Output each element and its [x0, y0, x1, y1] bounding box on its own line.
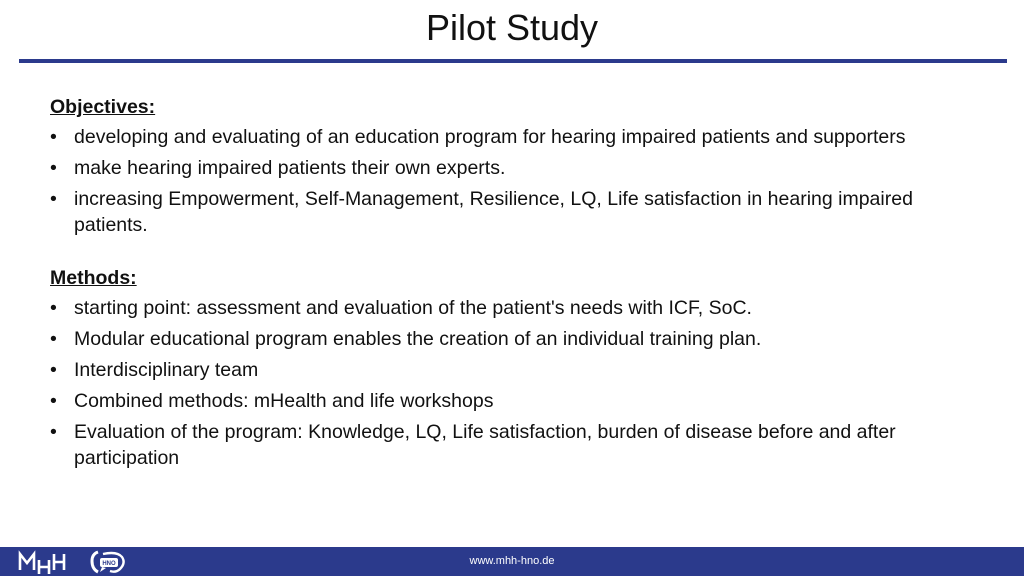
- list-item: [50, 419, 950, 471]
- objectives-heading: Objectives:: [50, 96, 156, 118]
- list-item-text: make hearing impaired patients their own experts.: [74, 157, 506, 179]
- footer-url-link[interactable]: www.mhh-hno.de: [469, 555, 555, 567]
- objectives-list: [50, 124, 950, 238]
- list-item-text: increasing Empowerment, Self-Management, Resilience, LQ, Life satisfaction in hearing impaired patients.: [74, 188, 913, 236]
- bullet-icon: •: [50, 421, 57, 443]
- bullet-icon: •: [50, 126, 57, 148]
- title-divider: [19, 59, 1007, 63]
- bullet-icon: •: [50, 188, 57, 210]
- bullet-icon: •: [50, 157, 57, 179]
- list-item: [50, 326, 950, 352]
- list-item: [50, 124, 950, 150]
- list-item: [50, 155, 950, 181]
- svg-text:HNO: HNO: [102, 561, 116, 567]
- bullet-icon: •: [50, 328, 57, 350]
- list-item-text: Interdisciplinary team: [74, 359, 259, 381]
- slide-content: [50, 94, 950, 476]
- list-item-text: Modular educational program enables the creation of an individual training plan.: [74, 328, 762, 350]
- bullet-icon: •: [50, 390, 57, 412]
- list-item: [50, 186, 950, 238]
- footer-bar: [0, 547, 1024, 576]
- bullet-icon: •: [50, 359, 57, 381]
- bullet-icon: •: [50, 297, 57, 319]
- list-item-text: starting point: assessment and evaluation of the patient's needs with ICF, SoC.: [74, 297, 752, 319]
- methods-list: [50, 295, 950, 471]
- slide-title: Pilot Study: [425, 7, 599, 48]
- list-item: [50, 388, 950, 414]
- list-item-text: Evaluation of the program: Knowledge, LQ, Life satisfaction, burden of disease before and after participation: [74, 421, 896, 469]
- list-item-text: developing and evaluating of an education program for hearing impaired patients and supporters: [74, 126, 906, 148]
- list-item: [50, 295, 950, 321]
- methods-heading: Methods:: [50, 267, 137, 289]
- section-spacer: [50, 243, 950, 265]
- list-item: [50, 357, 950, 383]
- list-item-text: Combined methods: mHealth and life workshops: [74, 390, 494, 412]
